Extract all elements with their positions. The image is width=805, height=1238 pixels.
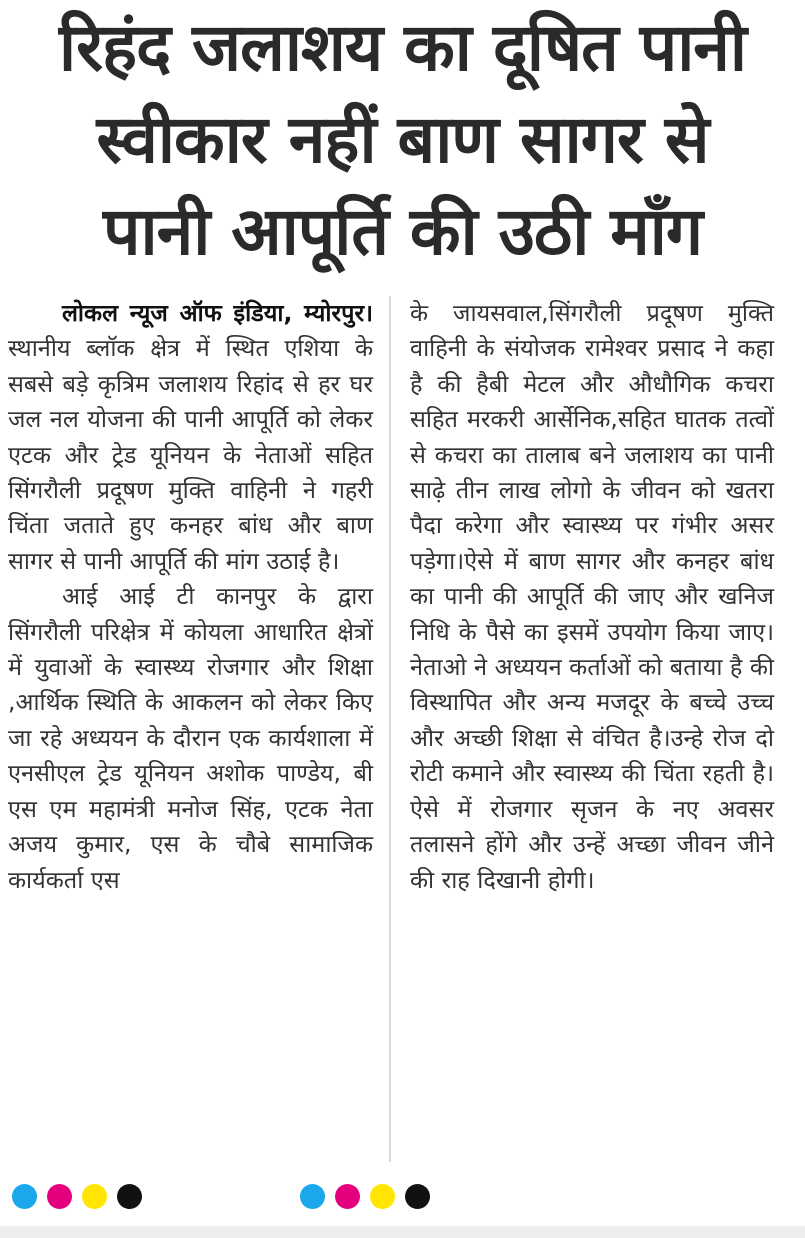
page-bottom-band bbox=[0, 1226, 805, 1238]
dateline: लोकल न्यूज ऑफ इंडिया, म्योरपुर। bbox=[62, 299, 373, 327]
yellow-registration-dot bbox=[82, 1184, 107, 1209]
paragraph-1-text: स्थानीय ब्लॉक क्षेत्र में स्थित एशिया के सबसे बड़े कृत्रिम जलाशय रिहांद से हर घर जल नल योजना की पानी आपूर्ति को लेकर एटक और ट्रेड यूनियन के नेताओं सहित सिंगरौली प्रदूषण मुक्ति वाहिनी ने गहरी चिंता जताते हुए कनहर बांध और बाण सागर से पानी आपूर्ति की मांग उठाई है। bbox=[8, 334, 373, 575]
cyan-registration-dot bbox=[12, 1184, 37, 1209]
article-paragraph-1 bbox=[8, 296, 373, 579]
headline-line-2: स्वीकार नहीं बाण सागर से bbox=[96, 101, 709, 178]
article-column-right bbox=[410, 296, 774, 898]
headline-line-3: पानी आपूर्ति की उठी माँग bbox=[103, 193, 702, 270]
registration-marks-right bbox=[300, 1184, 430, 1210]
article-body bbox=[0, 296, 805, 1166]
registration-marks-left bbox=[12, 1184, 142, 1210]
black-registration-dot bbox=[405, 1184, 430, 1209]
article-paragraph-3: के जायसवाल,सिंगरौली प्रदूषण मुक्ति वाहिनी के संयोजक रामेश्वर प्रसाद ने कहा है की हैबी मेटल और औधौगिक कचरा सहित मरकरी आर्सेनिक,सहित घातक तत्वों से कचरा का तालाब बने जलाशय का पानी साढ़े तीन लाख लोगो के जीवन को खतरा पैदा करेगा और स्वास्थ्य पर गंभीर असर पड़ेगा।ऐसे में बाण सागर और कनहर बांध का पानी की आपूर्ति की जाए और खनिज निधि के पैसे का इसमें उपयोग किया जाए। नेताओ ने अध्ययन कर्ताओं को बताया है की विस्थापित और अन्य मजदूर के बच्चे उच्च और अच्छी शिक्षा से वंचित है।उन्हे रोज दो रोटी कमाने और स्वास्थ्य की चिंता रहती है।ऐसे में रोजगार सृजन के नए अवसर तलासने होंगे और उन्हें अच्छा जीवन जीने की राह दिखानी होगी। bbox=[410, 299, 774, 894]
article-paragraph-2: आई आई टी कानपुर के द्वारा सिंगरौली परिक्षेत्र में कोयला आधारित क्षेत्रों में युवाओं के स्वास्थ्य रोजगार और शिक्षा ,आर्थिक स्थिति के आकलन को लेकर किए जा रहे अध्ययन के दौरान एक कार्यशाला में एनसीएल ट्रेड यूनियन अशोक पाण्डेय, बी एस एम महामंत्री मनोज सिंह, एटक नेता अजय कुमार, एस के चौबे सामाजिक कार्यकर्ता एस bbox=[8, 582, 373, 894]
cyan-registration-dot bbox=[300, 1184, 325, 1209]
headline-line-1: रिहंद जलाशय का दूषित पानी bbox=[58, 9, 747, 86]
magenta-registration-dot bbox=[47, 1184, 72, 1209]
magenta-registration-dot bbox=[335, 1184, 360, 1209]
black-registration-dot bbox=[117, 1184, 142, 1209]
column-divider bbox=[389, 296, 391, 1162]
article-column-left bbox=[8, 296, 373, 898]
headline bbox=[0, 2, 805, 278]
yellow-registration-dot bbox=[370, 1184, 395, 1209]
